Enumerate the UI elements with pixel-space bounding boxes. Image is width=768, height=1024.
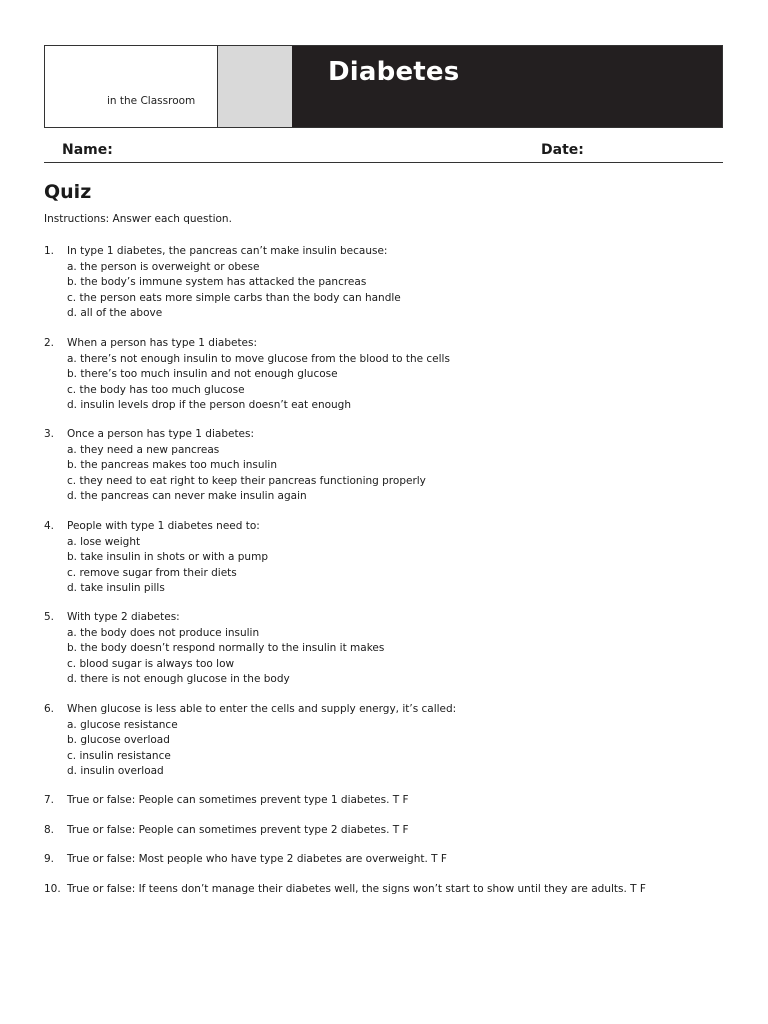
quiz-instructions: Instructions: Answer each question. [44, 213, 232, 225]
question-stem [44, 823, 409, 839]
question-text: True or false: If teens don’t manage their diabetes well, the signs won’t start to show until they are adults. T F [67, 883, 646, 895]
worksheet-header [44, 45, 723, 128]
answer-option-d: d. the pancreas can never make insulin again [67, 490, 307, 502]
name-date-row [44, 140, 723, 163]
question-number: 9. [44, 853, 55, 865]
question-number: 6. [44, 703, 55, 715]
answer-option-b: b. the pancreas makes too much insulin [67, 459, 277, 471]
answer-option-b: b. the body’s immune system has attacked the pancreas [67, 276, 367, 288]
question-text: People with type 1 diabetes need to: [67, 520, 260, 532]
name-label: Name: [62, 142, 113, 158]
question-text: True or false: Most people who have type 2 diabetes are overweight. T F [67, 853, 447, 865]
question-number: 2. [44, 337, 55, 349]
question-stem [44, 427, 426, 443]
answer-option-b: b. take insulin in shots or with a pump [67, 551, 268, 563]
answer-option-a: a. they need a new pancreas [67, 443, 220, 456]
question-number: 8. [44, 824, 55, 836]
answer-option-c: c. remove sugar from their diets [67, 566, 237, 579]
answer-option-a: a. glucose resistance [67, 718, 178, 731]
question-text: Once a person has type 1 diabetes: [67, 428, 255, 440]
question-stem [44, 793, 409, 809]
question-stem [44, 244, 401, 260]
answer-option-a: a. the body does not produce insulin [67, 626, 260, 639]
question-5 [44, 610, 384, 688]
answer-option-a: a. the person is overweight or obese [67, 260, 260, 273]
answer-option-b: b. glucose overload [67, 734, 170, 746]
question-2 [44, 336, 450, 414]
question-text: With type 2 diabetes: [67, 611, 180, 623]
header-divider-block [218, 46, 292, 127]
question-6 [44, 702, 456, 780]
answer-option-d: d. insulin overload [67, 765, 164, 777]
header-logo-area [45, 46, 218, 127]
question-stem [44, 610, 384, 626]
question-stem [44, 882, 646, 898]
answer-option-c: c. the body has too much glucose [67, 383, 245, 396]
page-title: Diabetes [328, 57, 460, 87]
answer-option-c: c. blood sugar is always too low [67, 657, 235, 670]
question-stem [44, 336, 450, 352]
question-8 [44, 823, 409, 839]
answer-option-a: a. there’s not enough insulin to move glucose from the blood to the cells [67, 352, 450, 365]
question-4 [44, 519, 268, 597]
answer-option-d: d. insulin levels drop if the person doesn’t eat enough [67, 399, 351, 411]
question-number: 7. [44, 794, 55, 806]
question-stem [44, 702, 456, 718]
question-stem [44, 852, 447, 868]
question-10 [44, 882, 646, 898]
answer-option-b: b. there’s too much insulin and not enough glucose [67, 368, 338, 380]
question-number: 5. [44, 611, 55, 623]
header-title-bar [292, 46, 722, 127]
answer-option-c: c. the person eats more simple carbs than the body can handle [67, 291, 401, 304]
answer-option-c: c. they need to eat right to keep their pancreas functioning properly [67, 474, 426, 487]
header-subtitle: in the Classroom [107, 95, 196, 107]
question-text: True or false: People can sometimes prevent type 2 diabetes. T F [67, 824, 409, 836]
question-number: 3. [44, 428, 55, 440]
question-text: When glucose is less able to enter the cells and supply energy, it’s called: [67, 703, 457, 715]
question-text: When a person has type 1 diabetes: [67, 337, 258, 349]
question-number: 10. [44, 883, 61, 895]
question-number: 1. [44, 245, 55, 257]
question-7 [44, 793, 409, 809]
date-label: Date: [541, 142, 584, 158]
question-3 [44, 427, 426, 505]
question-number: 4. [44, 520, 55, 532]
answer-option-d: d. all of the above [67, 307, 163, 319]
question-1 [44, 244, 401, 322]
answer-option-d: d. take insulin pills [67, 582, 165, 594]
answer-option-d: d. there is not enough glucose in the body [67, 673, 290, 685]
question-text: In type 1 diabetes, the pancreas can’t make insulin because: [67, 245, 388, 257]
answer-option-c: c. insulin resistance [67, 749, 171, 762]
answer-option-b: b. the body doesn’t respond normally to the insulin it makes [67, 642, 385, 654]
quiz-heading: Quiz [44, 181, 92, 203]
question-stem [44, 519, 268, 535]
answer-option-a: a. lose weight [67, 535, 141, 548]
question-9 [44, 852, 447, 868]
question-text: True or false: People can sometimes prevent type 1 diabetes. T F [67, 794, 409, 806]
